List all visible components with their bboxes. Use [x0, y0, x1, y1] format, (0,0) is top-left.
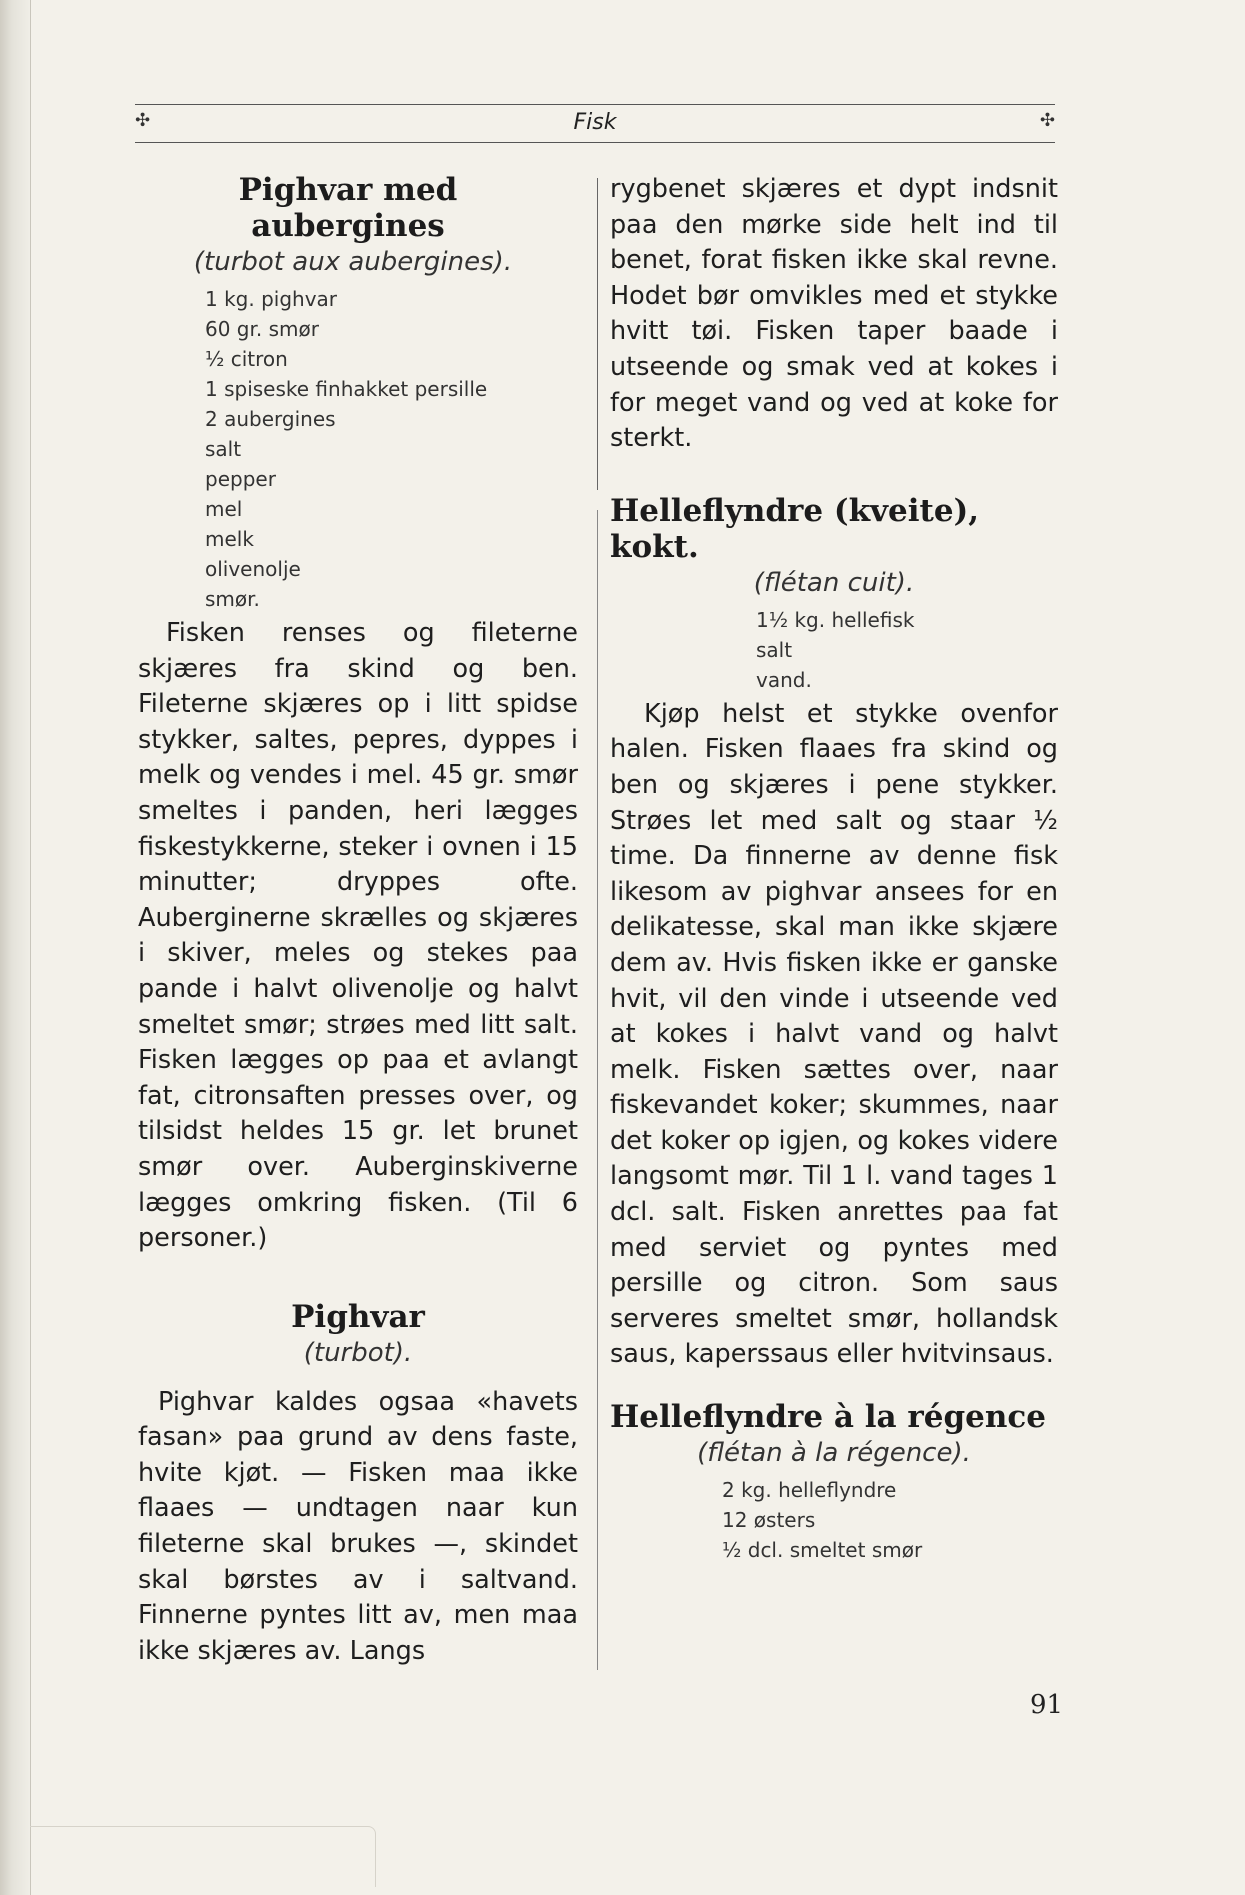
ingredient-list — [756, 605, 1058, 695]
header-rule-top — [135, 104, 1055, 105]
ingredient-item: 2 kg. helleflyndre — [722, 1478, 897, 1503]
recipe-pighvar-aubergines — [138, 172, 578, 1257]
ingredient-item: 12 østers — [722, 1508, 816, 1533]
recipe-instructions: Fisken renses og fileterne skjæres fra skind og ben. Fileterne skjæres op i litt spidse stykker, saltes, pepres, dyppes i melk og vendes i mel. 45 gr. smør smeltes i panden, heri lægges fiskestykkerne, steker i ovnen i 15 minutter; dryppes ofte. Auberginerne skrælles og skjæres i skiver, meles og stekes paa pande i halvt olivenolje og halvt smeltet smør; strøes med litt salt. Fisken lægges op paa et avlangt fat, citronsaften presses over, og tilsidst heldes 15 gr. let brunet smør over. Auberginskiverne lægges omkring fisken. (Til 6 personer.) — [138, 618, 578, 1254]
ingredient-item: 1½ kg. hellefisk — [756, 607, 915, 632]
ingredient-item: vand. — [756, 667, 812, 692]
ingredient-item: pepper — [205, 467, 276, 491]
ingredient-item: olivenolje — [205, 557, 301, 581]
recipe-pighvar — [138, 1299, 578, 1670]
recipe-title: Pighvar med aubergines — [238, 172, 458, 244]
recipe-instructions: Pighvar kaldes ogsaa «havets fasan» paa grund av dens faste, hvite kjøt. — Fisken maa ikke flaaes — undtagen naar kun fileterne skal brukes —, skindet skal børstes av i saltvand. Finnerne pyntes litt av, men maa ikke skjæres av. Langs — [138, 1386, 578, 1666]
running-header — [135, 108, 1055, 138]
book-spine — [0, 0, 31, 1895]
ingredient-list — [722, 1475, 1058, 1565]
header-rule-bottom — [135, 142, 1055, 143]
recipe-title: Pighvar — [291, 1298, 425, 1335]
ornament-right-icon: ✣ — [1039, 110, 1055, 131]
page-number: 91 — [1030, 1690, 1064, 1720]
ingredient-item: 60 gr. smør — [205, 317, 319, 341]
left-column — [138, 172, 578, 1669]
ingredient-item: salt — [756, 637, 793, 662]
recipe-helleflyndre-regence — [610, 1399, 1058, 1565]
ornament-left-icon: ✣ — [135, 110, 151, 131]
ingredient-item: 1 spiseske finhakket persille — [205, 377, 488, 401]
ingredient-item: 1 kg. pighvar — [205, 287, 338, 311]
running-header-title: Fisk — [573, 110, 617, 135]
recipe-subtitle: (flétan cuit). — [753, 567, 915, 598]
recipe-helleflyndre-kokt — [610, 493, 1058, 1373]
recipe-subtitle: (turbot aux aubergines). — [193, 247, 513, 277]
recipe-instructions: Kjøp helst et stykke ovenfor halen. Fisken flaaes fra skind og ben og skjæres i pene stykker. Strøes let med salt og staar ½ time. Da finnerne av denne fisk likesom av pighvar ansees for en delikatesse, skal man ikke skjære dem av. Hvis fisken ikke er ganske hvit, vil den vinde i utseende ved at kokes i halvt vand og halvt melk. Fisken sættes over, naar fiskevandet koker; skummes, naar det koker op igjen, og kokes videre langsomt mør. Til 1 l. vand tages 1 dcl. salt. Fisken anrettes paa fat med serviet og pyntes med persille og citron. Som saus serveres smeltet smør, hollandsk saus, kaperssaus eller hvitvinsaus. — [610, 698, 1058, 1370]
ingredient-item: 2 aubergines — [205, 407, 336, 431]
ingredient-item: salt — [205, 437, 242, 461]
ingredient-item: ½ citron — [205, 347, 288, 371]
recipe-title: Helleflyndre à la régence — [610, 1399, 1047, 1436]
ingredient-item: smør. — [205, 587, 260, 611]
recipe-subtitle: (flétan à la régence). — [697, 1438, 971, 1469]
column-divider — [597, 178, 598, 490]
continued-text: rygbenet skjæres et dypt indsnit paa den mørke side helt ind til benet, forat fisken ikke skal revne. Hodet bør omvikles med et stykke hvitt tøi. Fisken taper baade i utseende og smak ved at kokes i for meget vand og ved at koke for sterkt. — [610, 174, 1058, 454]
right-column — [610, 172, 1058, 1565]
ingredient-item: melk — [205, 527, 254, 551]
ingredient-list — [205, 284, 578, 614]
column-divider-lower — [597, 510, 598, 1670]
ingredient-item: mel — [205, 497, 243, 521]
recipe-title: Helleflyndre (kveite), kokt. — [610, 492, 980, 565]
recipe-subtitle: (turbot). — [303, 1337, 413, 1368]
ingredient-item: ½ dcl. smeltet smør — [722, 1538, 923, 1563]
page-edge-shadow — [30, 1826, 376, 1887]
